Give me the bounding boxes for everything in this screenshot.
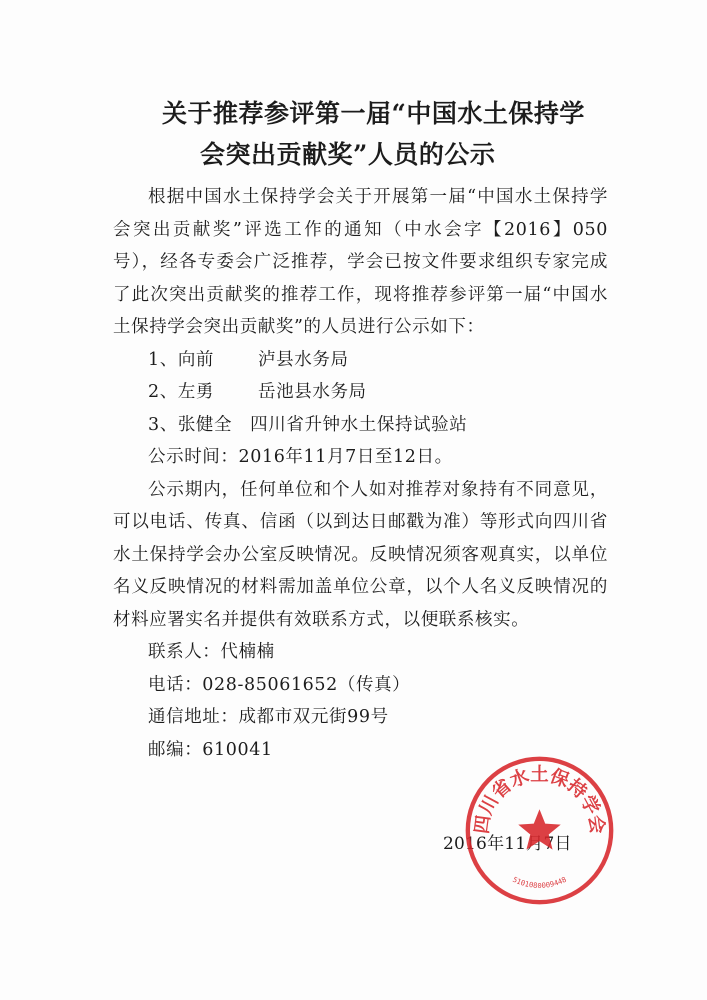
- nominee-unit: 四川省升钟水土保持试验站: [250, 414, 468, 435]
- nominee-index: 1、向前: [148, 349, 215, 370]
- nominee-unit: 泸县水务局: [258, 349, 349, 370]
- nominee-index: 3、张健全: [148, 414, 233, 435]
- issue-date: 2016年11月7日: [443, 834, 572, 854]
- nominee-item: [113, 409, 608, 442]
- contact-postcode: 邮编：610041: [148, 739, 273, 760]
- document-body: [113, 181, 608, 766]
- document-title: [130, 93, 650, 175]
- contact-address: 通信地址：成都市双元街99号: [148, 707, 389, 727]
- seal-code: 5101080009448: [511, 874, 568, 890]
- nominee-unit: 岳池县水务局: [258, 382, 367, 402]
- contact-person: 联系人：代楠楠: [148, 642, 275, 662]
- contact-phone: 电话：028-85061652（传真）: [148, 674, 411, 695]
- nominee-item: [113, 376, 608, 409]
- notice-paragraph: 公示期内，任何单位和个人如对推荐对象持有不同意见，可以电话、传真、信函（以到达日邮戳为准）等形式向四川省水土保持学会办公室反映情况。反映情况须客观真实，以单位名义反映情况的材料需加盖单位公章，以个人名义反映情况的材料应署实名并提供有效联系方式，以便联系核实。: [113, 479, 608, 630]
- nominee-item: [113, 344, 608, 377]
- seal-star-icon: [518, 809, 560, 849]
- title-line-1: 关于推荐参评第一届“中国水土保持学: [162, 99, 585, 128]
- official-seal-stamp: [462, 753, 617, 908]
- publicity-period: 公示时间：2016年11月7日至12日。: [148, 447, 453, 467]
- seal-name: 四川省水土保持学会: [471, 764, 608, 836]
- nominee-index: 2、左勇: [148, 382, 215, 402]
- intro-paragraph: 根据中国水土保持学会关于开展第一届“中国水土保持学会突出贡献奖”评选工作的通知（中水会字【2016】050号），经各专委会广泛推荐，学会已按文件要求组织专家完成了此次突出贡献奖的推荐工作，现将推荐参评第一届“中国水土保持学会突出贡献奖”的人员进行公示如下：: [113, 187, 608, 337]
- title-line-2: 会突出贡献奖”人员的公示: [200, 140, 496, 169]
